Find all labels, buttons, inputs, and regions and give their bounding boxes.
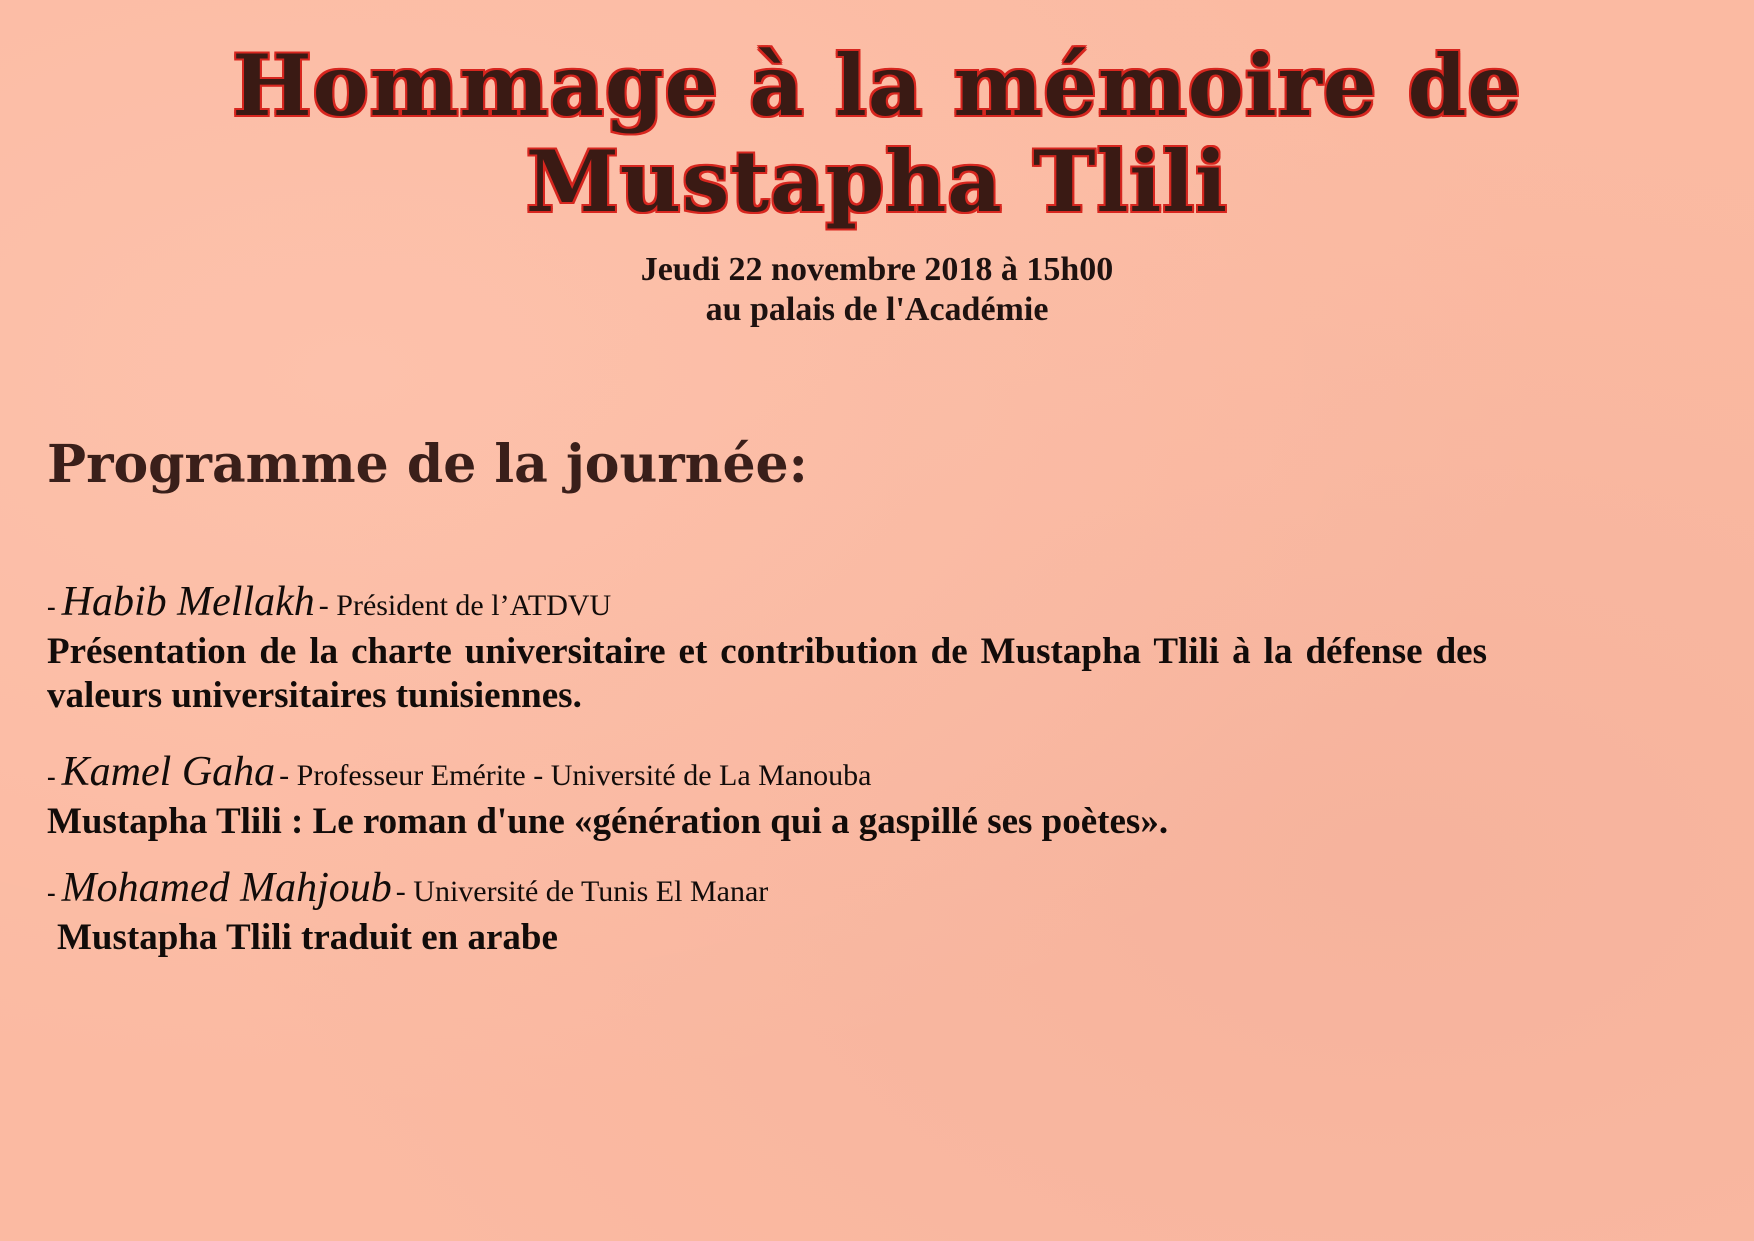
talk-title: Présentation de la charte universitaire et contribution de Mustapha Tlili à la défense des valeurs universitaires tunisiennes. (47, 631, 1487, 716)
talk-title: Mustapha Tlili traduit en arabe (57, 917, 558, 958)
event-title-line-2: Mustapha Tlili (525, 132, 1229, 231)
talk-title: Mustapha Tlili : Le roman d'une «génération qui a gaspillé ses poètes». (47, 801, 1169, 842)
programme-item (47, 748, 1487, 844)
programme-item (47, 864, 1497, 960)
event-title-line-1: Hommage à la mémoire de (232, 36, 1522, 135)
bullet-dash: - (47, 878, 56, 907)
speaker-line (47, 748, 1487, 796)
event-date-venue (0, 250, 1754, 330)
speaker-line (47, 578, 1487, 626)
speaker-line (47, 864, 1497, 912)
programme-item (47, 578, 1487, 718)
speaker-name: Mohamed Mahjoub (61, 865, 392, 911)
speaker-name: Kamel Gaha (61, 749, 276, 795)
event-title (0, 38, 1754, 230)
speaker-name: Habib Mellakh (61, 579, 315, 625)
speaker-role: - Président de l’ATDVU (318, 589, 612, 622)
programme-heading: Programme de la journée: (47, 434, 808, 495)
event-venue: au palais de l'Académie (705, 291, 1049, 328)
event-date: Jeudi 22 novembre 2018 à 15h00 (640, 251, 1114, 288)
bullet-dash: - (47, 592, 56, 621)
bullet-dash: - (47, 762, 56, 791)
speaker-role: - Professeur Emérite - Université de La Manouba (279, 759, 872, 792)
speaker-role: - Université de Tunis El Manar (395, 875, 769, 908)
